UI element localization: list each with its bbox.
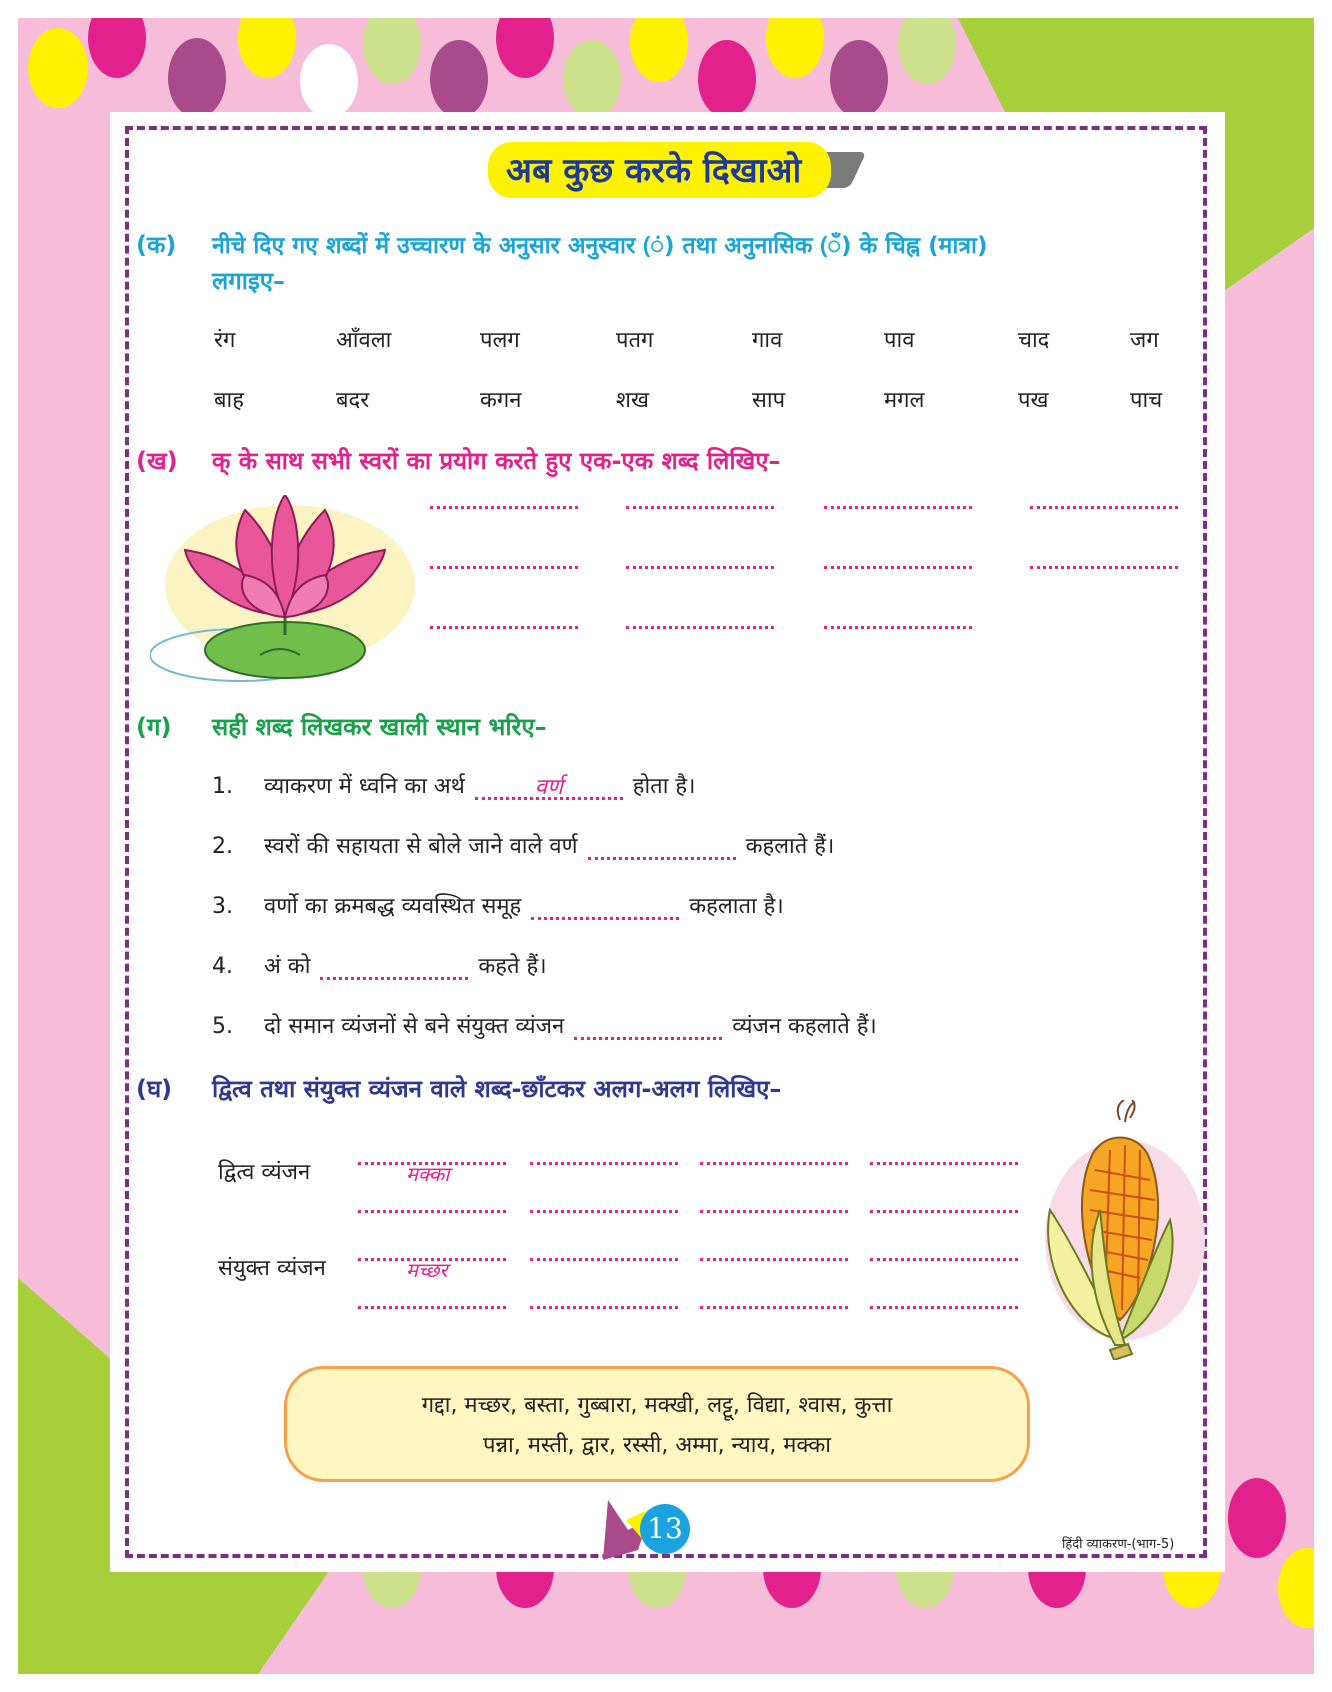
book-footer: हिंदी व्याकरण-(भाग-5): [1062, 1537, 1175, 1552]
answer-line[interactable]: [358, 1258, 506, 1261]
word: पलग: [480, 328, 520, 353]
section-ka-label: (क): [136, 231, 177, 259]
word: साप: [752, 388, 786, 413]
fill-blank-item: 3. वर्णो का क्रमबद्ध व्यवस्थित समूह कहलाता है।: [212, 890, 784, 920]
blank-input[interactable]: [531, 891, 679, 920]
answer-line[interactable]: [700, 1258, 848, 1261]
word-bank-line-1: गद्दा, मच्छर, बस्ता, गुब्बारा, मक्खी, लट्टू, विद्या, श्वास, कुत्ता: [421, 1393, 893, 1418]
answer-line[interactable]: [870, 1210, 1018, 1213]
sanyukt-label: संयुक्त व्यंजन: [218, 1256, 326, 1281]
section-ka-instruction-cont: लगाइए–: [212, 267, 286, 295]
answer-line[interactable]: [626, 626, 774, 629]
title-banner: [488, 142, 831, 198]
section-ka-instruction: नीचे दिए गए शब्दों में उच्चारण के अनुसार अनुस्वार (ं) तथा अनुनासिक (ँ) के चिह्न (मात्रा): [212, 233, 988, 259]
answer-line[interactable]: [430, 506, 578, 509]
word: पाव: [884, 328, 915, 353]
section-kha-label: (ख): [136, 447, 178, 475]
answer-line[interactable]: [358, 1162, 506, 1165]
word: शख: [616, 388, 649, 413]
fill-blank-item: 2. स्वरों की सहायता से बोले जाने वाले वर्ण कहलाते हैं।: [212, 830, 834, 860]
word-bank-line-2: पन्ना, मस्ती, द्वार, रस्सी, अम्मा, न्याय, मक्का: [483, 1433, 831, 1458]
answer-line[interactable]: [530, 1210, 678, 1213]
page-title: अब कुछ करके दिखाओ: [488, 142, 831, 198]
answer-line[interactable]: [870, 1258, 1018, 1261]
fill-blank-item: 5. दो समान व्यंजनों से बने संयुक्त व्यंजन व्यंजन कहलाते हैं।: [212, 1010, 877, 1040]
answer-line[interactable]: [824, 566, 972, 569]
answer-line[interactable]: [700, 1162, 848, 1165]
word: कगन: [480, 388, 522, 413]
answer-line[interactable]: [530, 1258, 678, 1261]
word: आँवला: [336, 328, 392, 353]
word: गाव: [752, 328, 783, 353]
blank-input[interactable]: [588, 831, 736, 860]
word: चाद: [1018, 328, 1050, 353]
word-bank: [284, 1366, 1030, 1482]
answer-line[interactable]: [870, 1162, 1018, 1165]
word: मगल: [884, 388, 925, 413]
answer-line[interactable]: [824, 626, 972, 629]
page-number: 13: [640, 1504, 690, 1554]
answer-line[interactable]: [430, 566, 578, 569]
answer-line[interactable]: [1030, 566, 1178, 569]
section-kha-instruction: क् के साथ सभी स्वरों का प्रयोग करते हुए एक-एक शब्द लिखिए–: [212, 447, 781, 475]
word: जग: [1130, 328, 1159, 353]
section-gha-label: (घ): [136, 1075, 173, 1103]
answer-line[interactable]: [530, 1306, 678, 1309]
word: बाह: [214, 388, 244, 413]
word: पख: [1018, 388, 1049, 413]
corn-illustration: [1030, 1100, 1210, 1360]
sanyukt-example: मच्छर: [406, 1258, 448, 1282]
answer-line[interactable]: [824, 506, 972, 509]
lotus-illustration: [150, 495, 420, 695]
fill-blank-item: 1. व्याकरण में ध्वनि का अर्थ वर्ण होता है।: [212, 770, 695, 800]
dvitva-example: मक्का: [406, 1162, 450, 1186]
word: पाच: [1130, 388, 1163, 413]
answer-line[interactable]: [700, 1306, 848, 1309]
word: रंग: [214, 328, 236, 353]
word: बदर: [336, 388, 370, 413]
section-ga-instruction: सही शब्द लिखकर खाली स्थान भरिए–: [212, 713, 547, 741]
section-ga-label: (ग): [136, 713, 172, 741]
answer-line[interactable]: [358, 1210, 506, 1213]
word: पतग: [616, 328, 654, 353]
blank-input[interactable]: [320, 951, 468, 980]
blank-input[interactable]: [574, 1011, 722, 1040]
fill-blank-item: 4. अं को कहते हैं।: [212, 950, 547, 980]
answer-line[interactable]: [1030, 506, 1178, 509]
answer-line[interactable]: [358, 1306, 506, 1309]
answer-line[interactable]: [700, 1210, 848, 1213]
section-gha-instruction: द्वित्व तथा संयुक्त व्यंजन वाले शब्द-छाँटकर अलग-अलग लिखिए–: [212, 1075, 782, 1103]
dvitva-label: द्वित्व व्यंजन: [218, 1160, 311, 1185]
answer-line[interactable]: [430, 626, 578, 629]
answer-line[interactable]: [870, 1306, 1018, 1309]
answer-line[interactable]: [626, 506, 774, 509]
blank-input[interactable]: वर्ण: [475, 771, 623, 800]
answer-line[interactable]: [530, 1162, 678, 1165]
answer-line[interactable]: [626, 566, 774, 569]
